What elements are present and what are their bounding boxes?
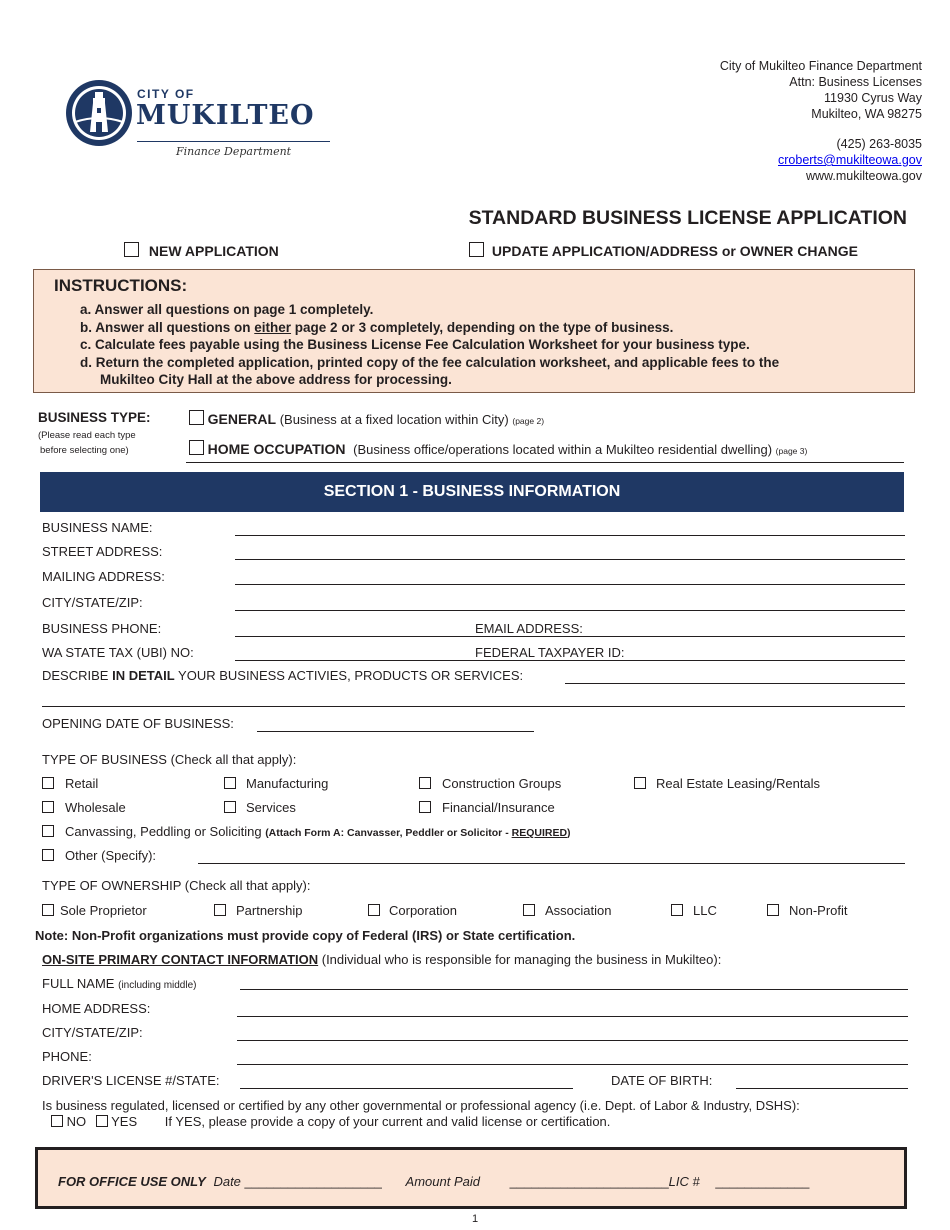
email-address-label: EMAIL ADDRESS: bbox=[475, 621, 583, 636]
city-state-zip-label: CITY/STATE/ZIP: bbox=[42, 595, 143, 610]
address-line3: 11930 Cyrus Way bbox=[824, 91, 922, 105]
other-checkbox[interactable] bbox=[42, 849, 54, 861]
other-specify-field[interactable] bbox=[198, 863, 905, 864]
logo-divider bbox=[137, 141, 330, 142]
partnership-checkbox[interactable] bbox=[214, 904, 226, 916]
address-line1: City of Mukilteo Finance Department bbox=[719, 59, 922, 73]
contact-city-state-zip-field[interactable] bbox=[237, 1040, 908, 1041]
address-line2: Attn: Business Licenses bbox=[789, 75, 922, 89]
federal-taxpayer-id-label: FEDERAL TAXPAYER ID: bbox=[475, 645, 625, 660]
instructions-title: INSTRUCTIONS: bbox=[54, 276, 188, 295]
department-address bbox=[720, 58, 922, 184]
association-checkbox[interactable] bbox=[523, 904, 535, 916]
home-occupation-label: HOME OCCUPATION bbox=[207, 441, 346, 457]
office-use-row bbox=[58, 1174, 809, 1189]
general-checkbox[interactable] bbox=[189, 410, 204, 425]
general-option[interactable] bbox=[189, 410, 544, 427]
other-option[interactable]: Other (Specify): bbox=[42, 848, 156, 863]
real-estate-option[interactable]: Real Estate Leasing/Rentals bbox=[634, 776, 820, 791]
construction-option[interactable]: Construction Groups bbox=[419, 776, 561, 791]
manufacturing-option[interactable]: Manufacturing bbox=[224, 776, 328, 791]
drivers-license-field[interactable] bbox=[240, 1088, 573, 1089]
manufacturing-checkbox[interactable] bbox=[224, 777, 236, 789]
regulated-no-checkbox[interactable] bbox=[51, 1115, 63, 1127]
partnership-option[interactable]: Partnership bbox=[214, 903, 302, 918]
section-1-header: SECTION 1 - BUSINESS INFORMATION bbox=[40, 472, 904, 512]
business-phone-field[interactable] bbox=[235, 636, 905, 637]
nonprofit-checkbox[interactable] bbox=[767, 904, 779, 916]
opening-date-field[interactable] bbox=[257, 731, 534, 732]
regulated-yes-label: YES bbox=[111, 1114, 138, 1129]
lighthouse-emblem-icon bbox=[64, 78, 134, 148]
retail-checkbox[interactable] bbox=[42, 777, 54, 789]
type-of-business-label: TYPE OF BUSINESS (Check all that apply): bbox=[42, 752, 297, 767]
contact-phone-label: PHONE: bbox=[42, 1049, 92, 1064]
general-page-ref: (page 2) bbox=[512, 416, 545, 426]
office-date-field: ___________________ bbox=[244, 1174, 382, 1189]
full-name-field[interactable] bbox=[240, 989, 908, 990]
regulated-no-label: NO bbox=[66, 1114, 87, 1129]
retail-option[interactable]: Retail bbox=[42, 776, 98, 791]
page-title: STANDARD BUSINESS LICENSE APPLICATION bbox=[468, 207, 907, 229]
street-address-field[interactable] bbox=[235, 559, 905, 560]
general-description: (Business at a fixed location within City) bbox=[279, 412, 509, 427]
regulated-question: Is business regulated, licensed or certified by any other governmental or professional agency (i.e. Dept. of Labor & Industry, DSHS): bbox=[42, 1098, 800, 1113]
update-application-checkbox[interactable] bbox=[469, 242, 484, 257]
update-application-option[interactable] bbox=[469, 242, 858, 259]
services-option[interactable]: Services bbox=[224, 800, 296, 815]
contact-phone-field[interactable] bbox=[237, 1064, 908, 1065]
instructions-list bbox=[80, 301, 779, 389]
business-phone-label: BUSINESS PHONE: bbox=[42, 621, 162, 636]
instructions-box bbox=[33, 269, 915, 393]
drivers-license-label: DRIVER'S LICENSE #/STATE: bbox=[42, 1073, 220, 1088]
real-estate-checkbox[interactable] bbox=[634, 777, 646, 789]
business-type-label: BUSINESS TYPE: bbox=[38, 410, 151, 425]
contact-city-state-zip-label: CITY/STATE/ZIP: bbox=[42, 1025, 143, 1040]
ownership-label: TYPE OF OWNERSHIP (Check all that apply): bbox=[42, 878, 311, 893]
dob-label: DATE OF BIRTH: bbox=[611, 1073, 713, 1088]
logo-city-name: MUKILTEO bbox=[136, 100, 315, 131]
department-phone: (425) 263-8035 bbox=[836, 137, 922, 151]
home-address-field[interactable] bbox=[237, 1016, 908, 1017]
home-occupation-page-ref: (page 3) bbox=[775, 446, 808, 456]
business-type-note-1: (Please read each type bbox=[38, 430, 136, 441]
address-line4: Mukilteo, WA 98275 bbox=[811, 107, 922, 121]
general-label: GENERAL bbox=[207, 411, 277, 427]
mailing-address-label: MAILING ADDRESS: bbox=[42, 569, 165, 584]
office-use-box bbox=[35, 1147, 907, 1209]
wholesale-option[interactable]: Wholesale bbox=[42, 800, 126, 815]
corporation-checkbox[interactable] bbox=[368, 904, 380, 916]
sole-proprietor-checkbox[interactable] bbox=[42, 904, 54, 916]
instruction-c: c. Calculate fees payable using the Business License Fee Calculation Worksheet for your business type. bbox=[80, 337, 750, 352]
department-website: www.mukilteowa.gov bbox=[805, 169, 922, 183]
describe-field-line-1[interactable] bbox=[565, 683, 905, 684]
financial-option[interactable]: Financial/Insurance bbox=[419, 800, 555, 815]
llc-checkbox[interactable] bbox=[671, 904, 683, 916]
business-name-label: BUSINESS NAME: bbox=[42, 520, 153, 535]
business-type-note-2: before selecting one) bbox=[40, 445, 129, 456]
canvassing-note: (Attach Form A: Canvasser, Peddler or Solicitor - REQUIRED) bbox=[265, 827, 571, 839]
regulated-yes-checkbox[interactable] bbox=[96, 1115, 108, 1127]
regulated-note: If YES, please provide a copy of your current and valid license or certification. bbox=[164, 1114, 611, 1129]
wa-tax-field[interactable] bbox=[235, 660, 905, 661]
describe-field-line-2[interactable] bbox=[42, 706, 905, 707]
association-option[interactable]: Association bbox=[523, 903, 611, 918]
office-lic-field: _____________ bbox=[715, 1174, 810, 1189]
street-address-label: STREET ADDRESS: bbox=[42, 544, 163, 559]
new-application-checkbox[interactable] bbox=[124, 242, 139, 257]
department-email-link[interactable]: croberts@mukilteowa.gov bbox=[778, 153, 922, 167]
office-lic-label: LIC # bbox=[668, 1174, 700, 1189]
full-name-label: FULL NAME (including middle) bbox=[42, 976, 197, 991]
office-date-label: Date bbox=[213, 1174, 241, 1189]
logo-department: Finance Department bbox=[176, 145, 292, 158]
office-amount-label: Amount Paid bbox=[405, 1174, 480, 1189]
new-application-option[interactable] bbox=[124, 242, 279, 259]
construction-checkbox[interactable] bbox=[419, 777, 431, 789]
services-checkbox[interactable] bbox=[224, 801, 236, 813]
page-number: 1 bbox=[472, 1213, 479, 1225]
new-application-label: NEW APPLICATION bbox=[148, 243, 279, 259]
home-occupation-checkbox[interactable] bbox=[189, 440, 204, 455]
city-state-zip-field[interactable] bbox=[235, 610, 905, 611]
corporation-option[interactable]: Corporation bbox=[368, 903, 457, 918]
llc-option[interactable]: LLC bbox=[671, 903, 717, 918]
business-name-field[interactable] bbox=[235, 535, 905, 536]
instruction-a: a. Answer all questions on page 1 completely. bbox=[80, 302, 374, 317]
financial-checkbox[interactable] bbox=[419, 801, 431, 813]
sole-proprietor-option[interactable]: Sole Proprietor bbox=[42, 903, 147, 918]
canvassing-option[interactable]: Canvassing, Peddling or Soliciting (Attach Form A: Canvasser, Peddler or Solicitor - REQUIRED) bbox=[42, 824, 571, 839]
office-amount-field: ______________________ bbox=[509, 1174, 669, 1189]
update-application-label: UPDATE APPLICATION/ADDRESS or OWNER CHANGE bbox=[491, 243, 858, 259]
home-occupation-description: (Business office/operations located within a Mukilteo residential dwelling) bbox=[353, 442, 773, 457]
business-type-divider bbox=[186, 462, 904, 463]
mailing-address-field[interactable] bbox=[235, 584, 905, 585]
canvassing-checkbox[interactable] bbox=[42, 825, 54, 837]
home-address-label: HOME ADDRESS: bbox=[42, 1001, 151, 1016]
nonprofit-note: Note: Non-Profit organizations must provide copy of Federal (IRS) or State certification. bbox=[35, 928, 576, 943]
home-occupation-option[interactable] bbox=[189, 440, 807, 457]
dob-field[interactable] bbox=[736, 1088, 908, 1089]
instruction-d-cont: Mukilteo City Hall at the above address for processing. bbox=[100, 372, 452, 387]
contact-heading: ON-SITE PRIMARY CONTACT INFORMATION (Individual who is responsible for managing the business in Mukilteo): bbox=[42, 952, 722, 967]
wa-tax-label: WA STATE TAX (UBI) NO: bbox=[42, 645, 194, 660]
office-use-label: FOR OFFICE USE ONLY bbox=[58, 1174, 206, 1189]
city-logo bbox=[64, 78, 334, 160]
instruction-b: b. Answer all questions on either page 2 or 3 completely, depending on the type of business. bbox=[80, 319, 674, 335]
opening-date-label: OPENING DATE OF BUSINESS: bbox=[42, 716, 234, 731]
regulated-answers bbox=[51, 1114, 610, 1129]
wholesale-checkbox[interactable] bbox=[42, 801, 54, 813]
nonprofit-option[interactable]: Non-Profit bbox=[767, 903, 848, 918]
logo-city-of: CITY OF bbox=[137, 87, 195, 101]
instruction-d: d. Return the completed application, printed copy of the fee calculation worksheet, and applicable fees to the bbox=[80, 354, 780, 370]
describe-label: DESCRIBE IN DETAIL YOUR BUSINESS ACTIVIES, PRODUCTS OR SERVICES: bbox=[42, 668, 524, 683]
